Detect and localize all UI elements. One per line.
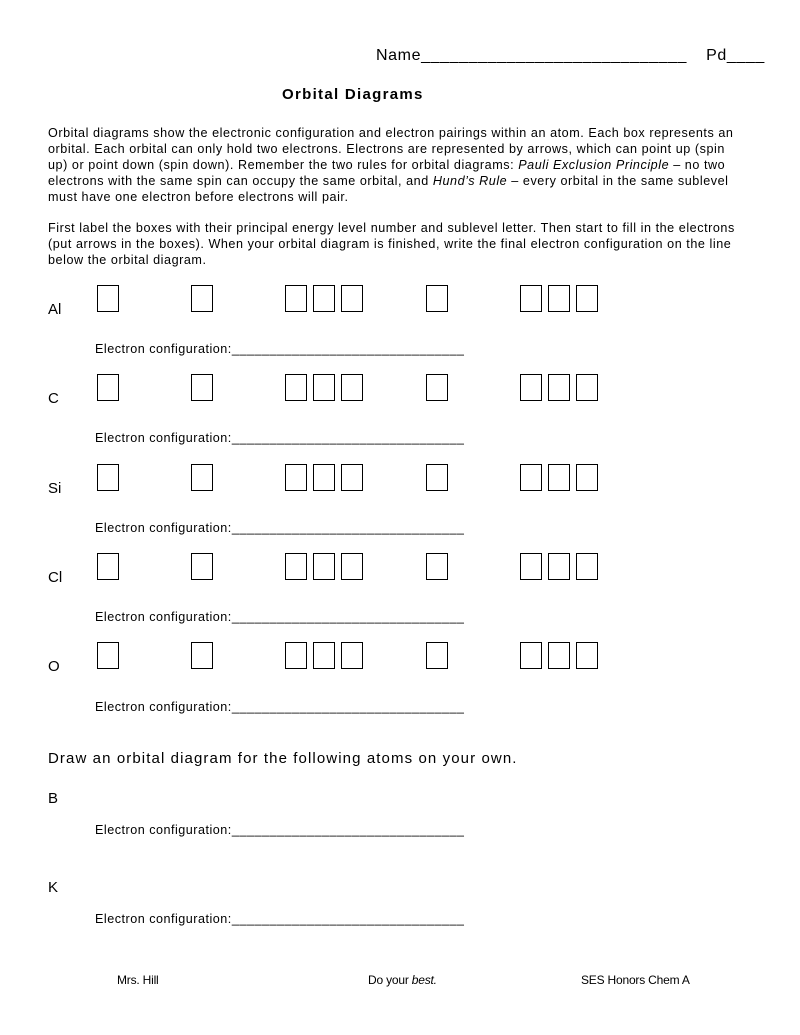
electron-config-blank[interactable]: _______________________________ [231,431,465,445]
electron-config-label: Electron configuration: [95,342,232,356]
atom-symbol: O [48,658,60,675]
pd-blank[interactable]: ____ [726,47,765,64]
orbital-box-3p-c[interactable] [576,464,598,491]
orbital-box-2p-a[interactable] [285,464,307,491]
name-label: Name [376,47,422,64]
orbital-box-2p-c[interactable] [341,285,363,312]
footer-right: SES Honors Chem A [581,973,690,987]
name-blank[interactable]: ____________________________ [421,47,688,64]
electron-config-label: Electron configuration: [95,431,232,445]
atom-symbol: Al [48,301,62,318]
orbital-box-2p-c[interactable] [341,464,363,491]
intro-text-2: – no two electrons with the same spin can occupy the same orbital, and [48,158,726,188]
orbital-box-1s[interactable] [97,285,119,312]
orbital-box-2s[interactable] [191,464,213,491]
orbital-box-1s[interactable] [97,374,119,401]
hund-term: Hund’s Rule [432,174,508,188]
intro-text-3: – every orbital in the same sublevel must have one electron before electrons will pair. [48,174,729,204]
orbital-box-2p-c[interactable] [341,642,363,669]
footer-center-emphasis: best. [411,973,437,987]
orbital-box-2p-b[interactable] [313,374,335,401]
electron-config-line [95,700,464,714]
page-title: Orbital Diagrams [282,86,424,103]
atom-symbol: Si [48,480,62,497]
orbital-box-3s[interactable] [426,285,448,312]
electron-config-label: Electron configuration: [95,610,232,624]
orbital-box-3p-c[interactable] [576,374,598,401]
intro-text-1: Orbital diagrams show the electronic configuration and electron pairings within an atom. Each box represents an orbital. Each orbital can only hold two electrons. Electrons are represented by arrows, which can point up (spin up) or point down (spin down). Remember the two rules for orbital diagrams: [48,126,734,172]
electron-config-label: Electron configuration: [95,823,232,837]
footer-center [368,973,437,987]
electron-config-label: Electron configuration: [95,912,232,926]
atom-symbol: B [48,790,59,807]
electron-config-line [95,431,464,445]
orbital-box-3s[interactable] [426,642,448,669]
orbital-box-2p-a[interactable] [285,553,307,580]
orbital-box-1s[interactable] [97,464,119,491]
electron-config-line [95,823,464,837]
orbital-box-3p-c[interactable] [576,642,598,669]
electron-config-blank[interactable]: _______________________________ [231,610,465,624]
electron-config-blank[interactable]: _______________________________ [231,700,465,714]
orbital-box-3p-c[interactable] [576,553,598,580]
electron-config-line [95,912,464,926]
orbital-box-3p-a[interactable] [520,464,542,491]
electron-config-label: Electron configuration: [95,700,232,714]
orbital-box-2p-a[interactable] [285,285,307,312]
footer-left: Mrs. Hill [117,973,159,987]
orbital-box-2s[interactable] [191,642,213,669]
orbital-box-3p-b[interactable] [548,285,570,312]
orbital-box-3p-b[interactable] [548,374,570,401]
orbital-box-3p-a[interactable] [520,642,542,669]
electron-config-blank[interactable]: _______________________________ [231,823,465,837]
electron-config-line [95,521,464,535]
electron-config-label: Electron configuration: [95,521,232,535]
section-heading: Draw an orbital diagram for the following atoms on your own. [48,750,518,767]
orbital-box-3p-a[interactable] [520,374,542,401]
orbital-box-2p-c[interactable] [341,374,363,401]
name-pd-line [376,47,765,65]
instructions-paragraph: First label the boxes with their principal energy level number and sublevel letter. Then start to fill in the electrons (put arrows in the boxes). When your orbital diagram is finished, write the final electron configuration on the line below the orbital diagram. [48,221,735,267]
orbital-box-3s[interactable] [426,374,448,401]
orbital-box-3p-a[interactable] [520,553,542,580]
electron-config-line [95,610,464,624]
orbital-box-2s[interactable] [191,374,213,401]
orbital-box-2p-b[interactable] [313,553,335,580]
orbital-box-2s[interactable] [191,285,213,312]
orbital-box-1s[interactable] [97,642,119,669]
orbital-box-2p-b[interactable] [313,642,335,669]
pauli-term: Pauli Exclusion Principle [518,158,670,172]
orbital-box-3p-b[interactable] [548,553,570,580]
orbital-box-2p-a[interactable] [285,374,307,401]
orbital-box-3p-b[interactable] [548,642,570,669]
orbital-box-2p-b[interactable] [313,285,335,312]
intro-paragraph [48,125,748,205]
orbital-box-3s[interactable] [426,553,448,580]
orbital-box-3p-a[interactable] [520,285,542,312]
orbital-box-2p-b[interactable] [313,464,335,491]
atom-symbol: Cl [48,569,63,586]
orbital-box-2p-c[interactable] [341,553,363,580]
atom-symbol: C [48,390,59,407]
electron-config-blank[interactable]: _______________________________ [231,912,465,926]
orbital-box-3s[interactable] [426,464,448,491]
electron-config-line [95,342,464,356]
pd-label: Pd [706,47,727,64]
orbital-box-3p-c[interactable] [576,285,598,312]
electron-config-blank[interactable]: _______________________________ [231,342,465,356]
footer-center-prefix: Do your [368,973,412,987]
orbital-box-1s[interactable] [97,553,119,580]
orbital-box-3p-b[interactable] [548,464,570,491]
orbital-box-2s[interactable] [191,553,213,580]
orbital-box-2p-a[interactable] [285,642,307,669]
electron-config-blank[interactable]: _______________________________ [231,521,465,535]
atom-symbol: K [48,879,59,896]
